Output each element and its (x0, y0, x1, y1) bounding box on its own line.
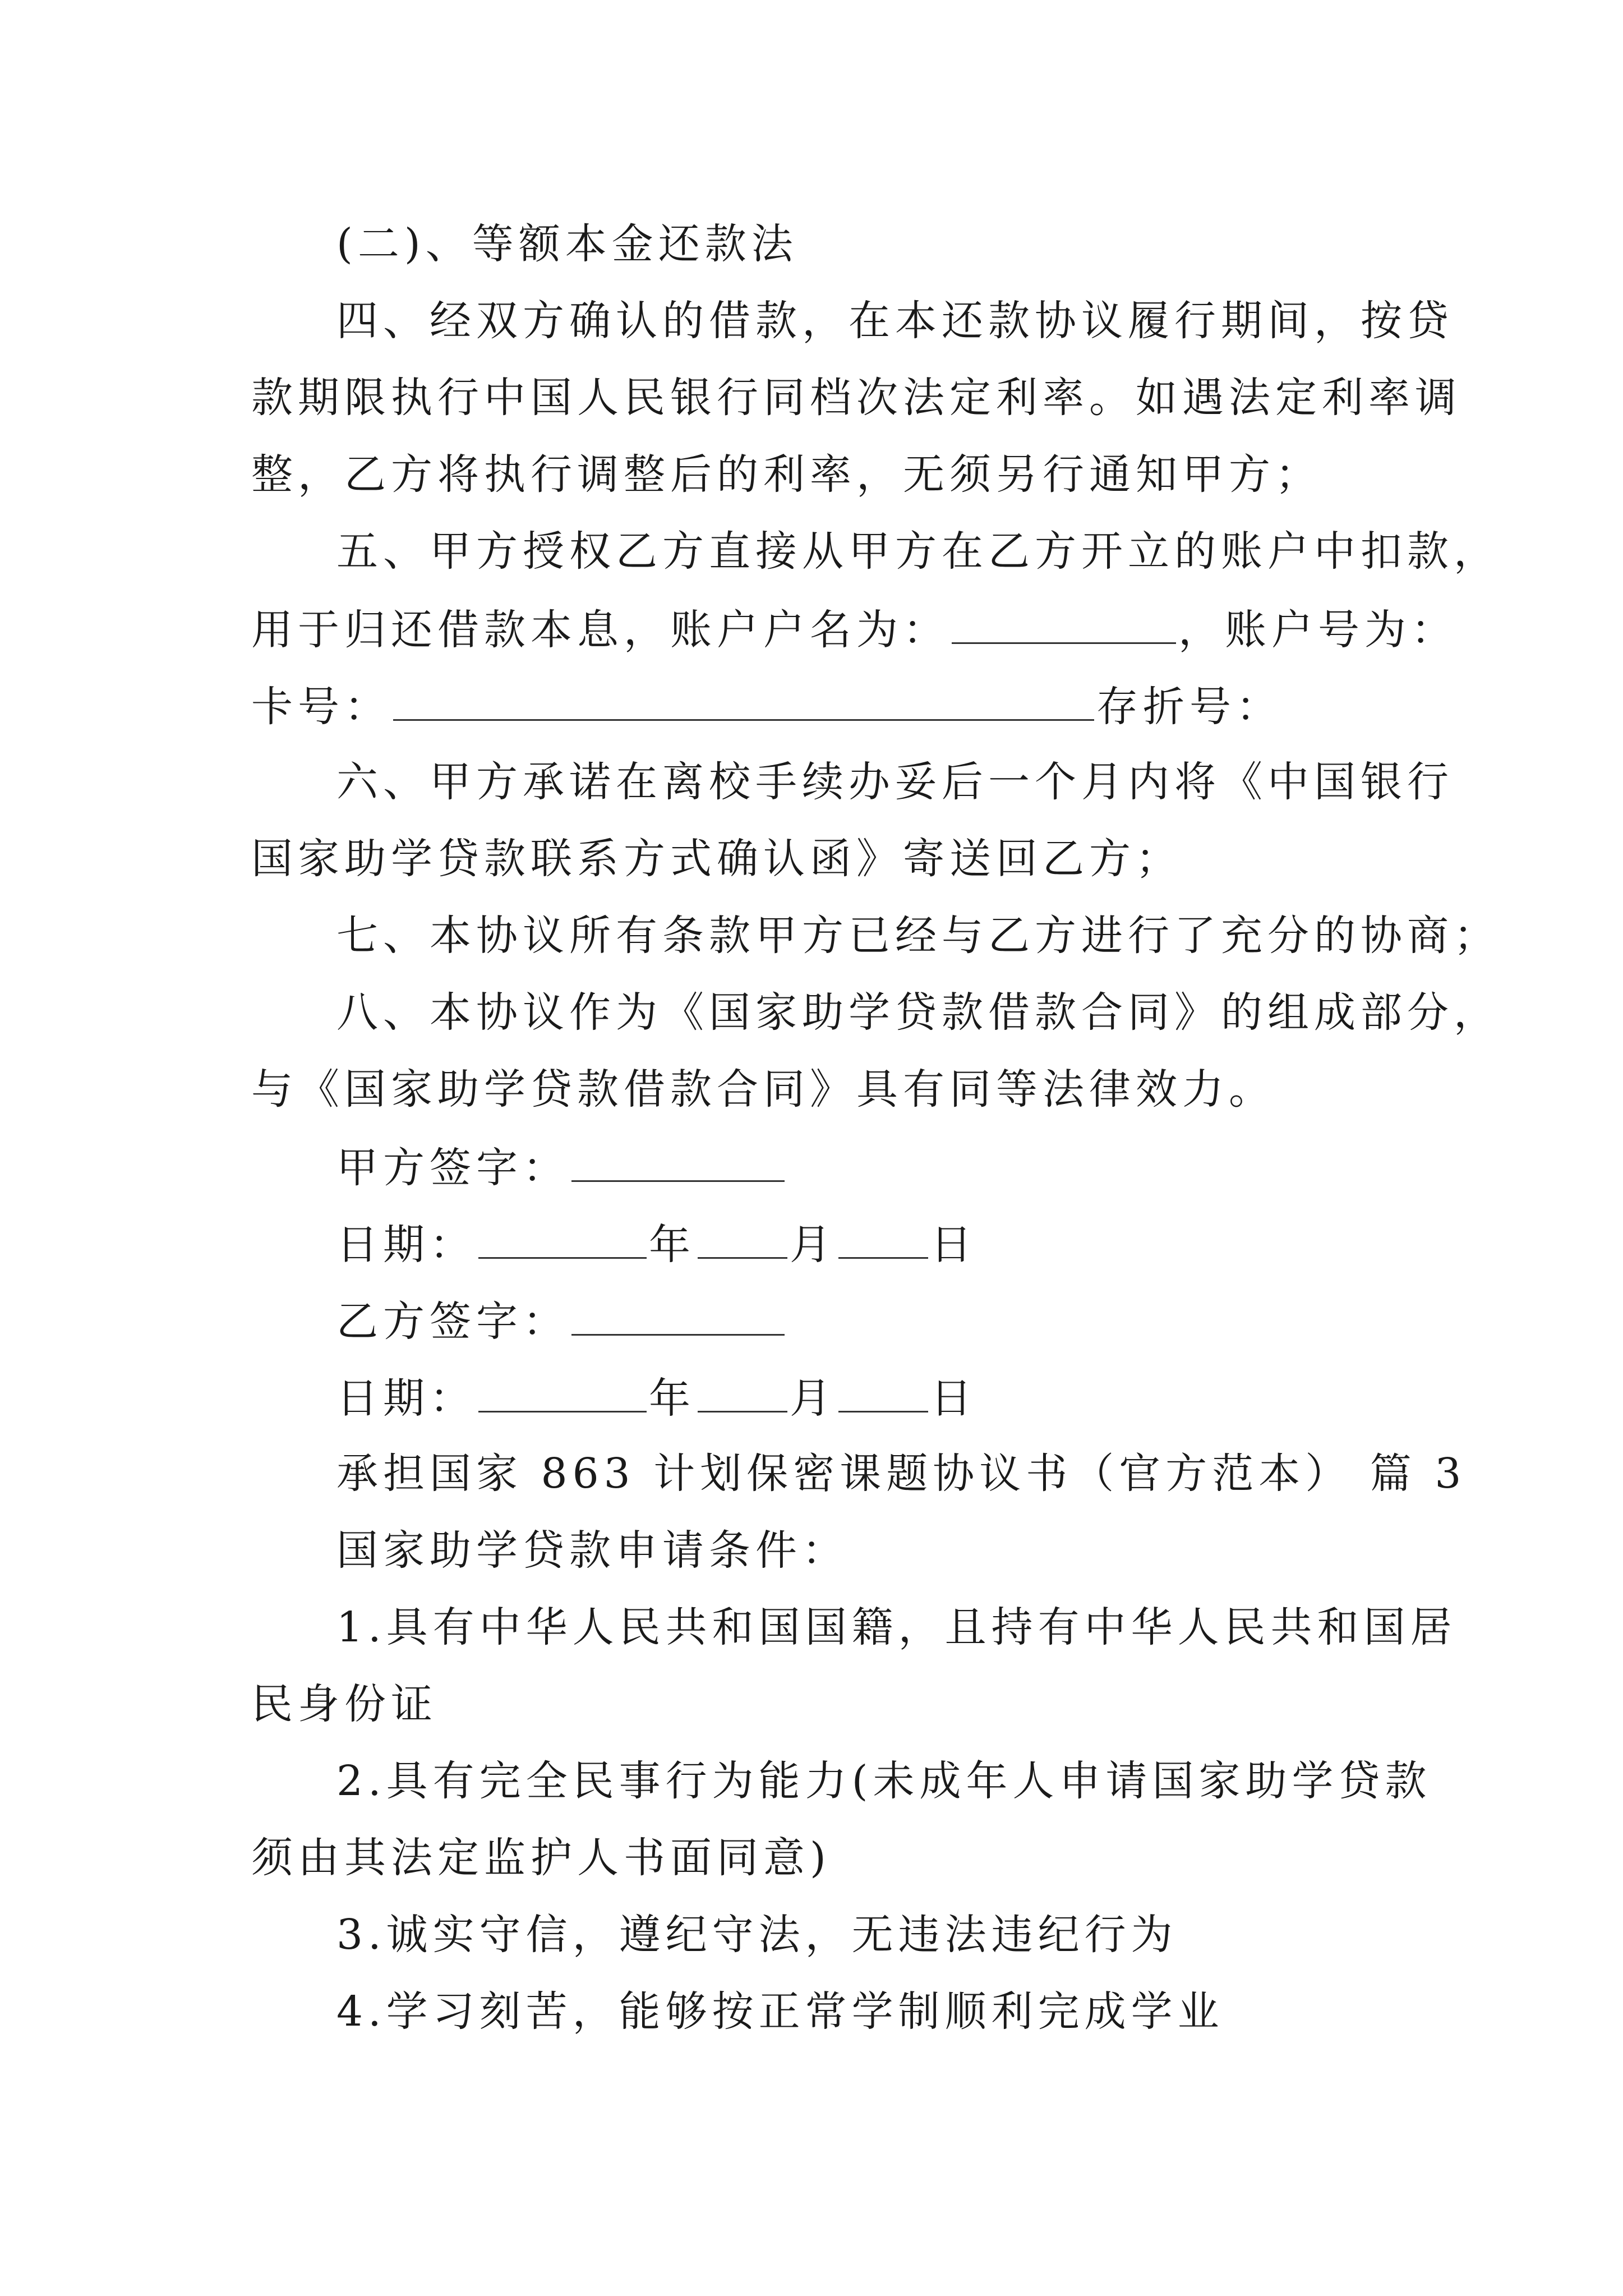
section-heading-equal-principal: (二)、等额本金还款法 (336, 220, 798, 268)
month-label: 月 (790, 1374, 836, 1423)
party-a-signature-blank (571, 1145, 785, 1182)
day-blank (838, 1376, 928, 1412)
account-number-label: ，账户号为： (1178, 606, 1458, 654)
condition-2-line-1: 2.具有完全民事行为能力(未成年人申请国家助学贷款 (336, 1757, 1432, 1805)
account-name-label: 用于归还借款本息，账户户名为： (251, 606, 949, 654)
year-label: 年 (649, 1374, 695, 1423)
condition-4: 4.学习刻苦，能够按正常学制顺利完成学业 (336, 1987, 1224, 2036)
year-blank (478, 1376, 647, 1412)
condition-2-line-2: 须由其法定监护人书面同意) (251, 1834, 831, 1882)
condition-1-line-2: 民身份证 (251, 1680, 437, 1728)
date-label: 日期： (336, 1221, 476, 1269)
card-number-blank (393, 684, 1094, 721)
account-name-blank (952, 608, 1176, 644)
party-b-signature-blank (571, 1299, 785, 1336)
clause-7: 七、本协议所有条款甲方已经与乙方进行了充分的协商； (336, 912, 1500, 960)
card-number-label: 卡号： (251, 683, 391, 731)
clause-5-line-2 (251, 606, 1458, 654)
party-a-signature-label: 甲方签字： (336, 1144, 569, 1192)
month-blank (698, 1376, 787, 1412)
condition-3: 3.诚实守信，遵纪守法，无违法违纪行为 (336, 1911, 1178, 1959)
party-b-date-line (336, 1374, 977, 1423)
document-title-part-3: 承担国家 863 计划保密课题协议书（官方范本） 篇 3 (336, 1450, 1467, 1498)
condition-1-line-1: 1.具有中华人民共和国国籍，且持有中华人民共和国居 (336, 1603, 1457, 1651)
clause-8-line-1: 八、本协议作为《国家助学贷款借款合同》的组成部分， (336, 988, 1500, 1037)
clause-5-line-3 (251, 683, 1283, 731)
day-label: 日 (930, 1221, 977, 1269)
passbook-number-label: 存折号： (1096, 683, 1283, 731)
clause-6-line-1: 六、甲方承诺在离校手续办妥后一个月内将《中国银行 (336, 758, 1454, 806)
conditions-heading: 国家助学贷款申请条件： (336, 1526, 849, 1575)
party-b-signature-line (336, 1297, 787, 1346)
clause-4-line-2: 款期限执行中国人民银行同档次法定利率。如遇法定利率调 (251, 374, 1461, 422)
clause-6-line-2: 国家助学贷款联系方式确认函》寄送回乙方； (251, 835, 1182, 883)
clause-4-line-1: 四、经双方确认的借款，在本还款协议履行期间，按贷 (336, 297, 1454, 345)
party-a-signature-line (336, 1144, 787, 1192)
month-blank (698, 1222, 787, 1259)
month-label: 月 (790, 1221, 836, 1269)
clause-4-line-3: 整，乙方将执行调整后的利率，无须另行通知甲方； (251, 450, 1322, 499)
day-label: 日 (930, 1374, 977, 1423)
year-blank (478, 1222, 647, 1259)
party-b-signature-label: 乙方签字： (336, 1297, 569, 1346)
clause-8-line-2: 与《国家助学贷款借款合同》具有同等法律效力。 (251, 1065, 1275, 1114)
date-label: 日期： (336, 1374, 476, 1423)
clause-5-line-1: 五、甲方授权乙方直接从甲方在乙方开立的账户中扣款， (336, 527, 1500, 576)
party-a-date-line (336, 1221, 977, 1269)
day-blank (838, 1222, 928, 1259)
year-label: 年 (649, 1221, 695, 1269)
